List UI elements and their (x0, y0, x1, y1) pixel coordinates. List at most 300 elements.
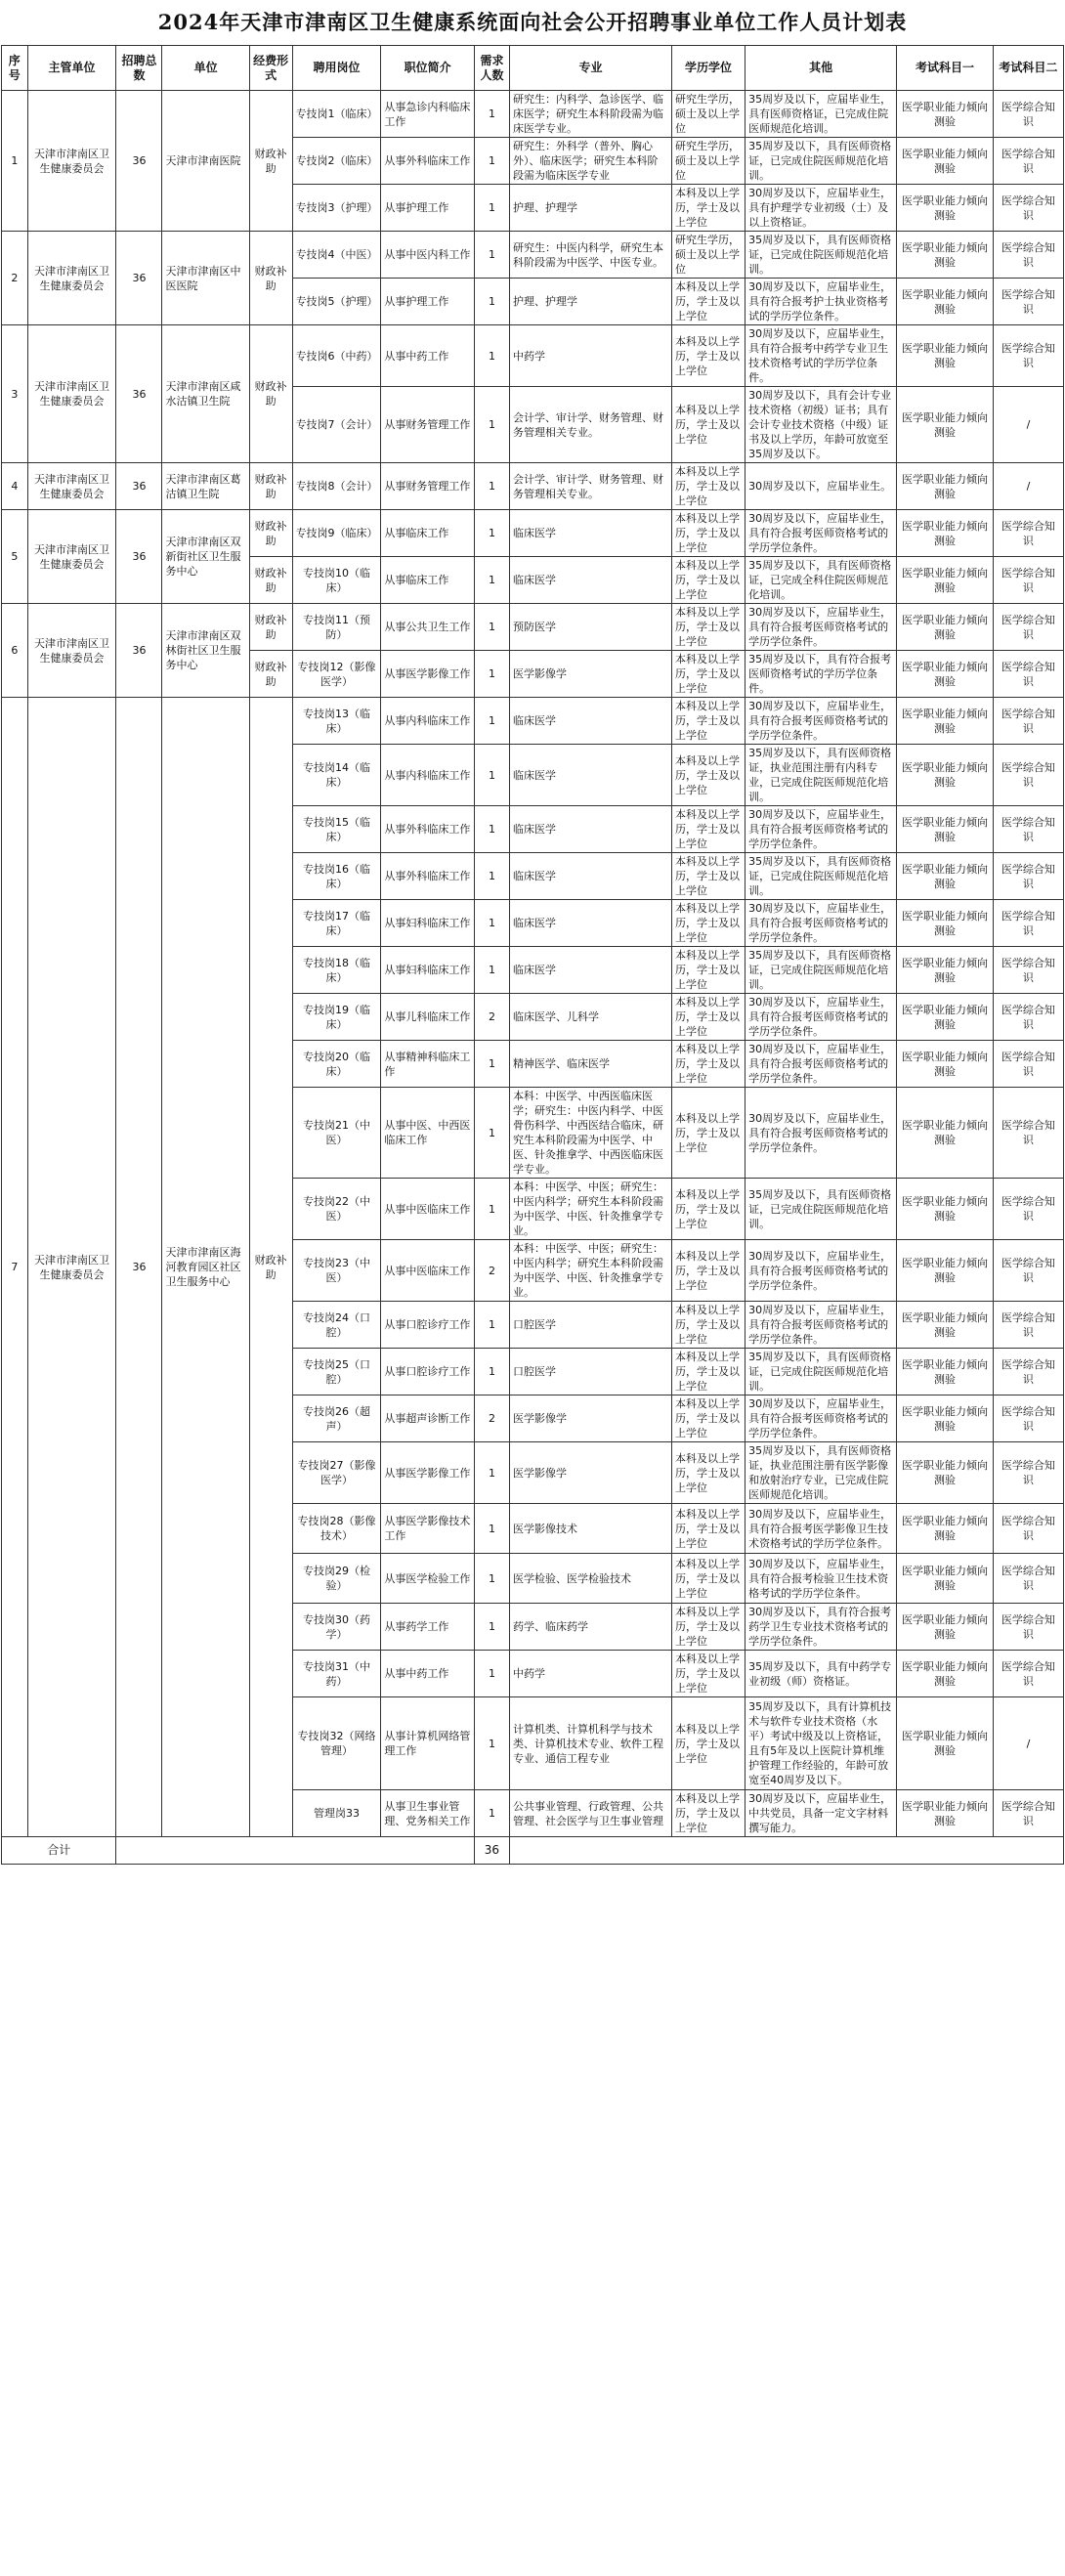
exam-subject-one: 医学职业能力倾向测验 (897, 1088, 994, 1179)
position-major: 本科：中医学、中医；研究生：中医内科学；研究生本科阶段需为中医学、中医、针灸推拿学专业。 (509, 1240, 671, 1302)
exam-subject-one: 医学职业能力倾向测验 (897, 1651, 994, 1697)
unit-name: 天津市津南医院 (162, 91, 249, 232)
funding-type: 财政补助 (249, 510, 292, 557)
header-cell: 需求人数 (474, 46, 509, 91)
position-major: 药学、临床药学 (509, 1604, 671, 1651)
position-name: 专技岗13（临床） (292, 698, 381, 745)
position-count: 1 (474, 1651, 509, 1697)
supervising-dept: 天津市津南区卫生健康委员会 (27, 232, 116, 325)
position-intro: 从事医学影像技术工作 (381, 1504, 475, 1554)
position-intro: 从事外科临床工作 (381, 138, 475, 185)
position-name: 专技岗3（护理） (292, 185, 381, 232)
recruit-total: 36 (116, 510, 162, 604)
exam-subject-one: 医学职业能力倾向测验 (897, 947, 994, 994)
header-cell: 其他 (746, 46, 897, 91)
supervising-dept: 天津市津南区卫生健康委员会 (27, 91, 116, 232)
position-count: 2 (474, 1395, 509, 1442)
unit-name: 天津市津南区咸水沽镇卫生院 (162, 325, 249, 463)
position-intro: 从事妇科临床工作 (381, 900, 475, 947)
position-name: 专技岗7（会计） (292, 387, 381, 463)
position-intro: 从事临床工作 (381, 557, 475, 604)
exam-subject-two: 医学综合知识 (993, 510, 1063, 557)
header-cell: 序号 (2, 46, 28, 91)
position-other: 35周岁及以下，具有医师资格证，已完成住院医师规范化培训。 (746, 947, 897, 994)
position-major: 中药学 (509, 325, 671, 387)
position-count: 1 (474, 325, 509, 387)
position-major: 临床医学 (509, 947, 671, 994)
table-body (2, 91, 1064, 1837)
position-major: 预防医学 (509, 604, 671, 651)
row-number: 2 (2, 232, 28, 325)
position-major: 公共事业管理、行政管理、公共管理、社会医学与卫生事业管理 (509, 1790, 671, 1837)
position-intro: 从事中医临床工作 (381, 1240, 475, 1302)
position-name: 专技岗6（中药） (292, 325, 381, 387)
exam-subject-one: 医学职业能力倾向测验 (897, 1604, 994, 1651)
position-education: 本科及以上学历，学士及以上学位 (671, 994, 745, 1041)
position-intro: 从事口腔诊疗工作 (381, 1349, 475, 1395)
exam-subject-one: 医学职业能力倾向测验 (897, 651, 994, 698)
exam-subject-two: 医学综合知识 (993, 1302, 1063, 1349)
table-header-row (2, 46, 1064, 91)
position-education: 研究生学历，硕士及以上学位 (671, 232, 745, 279)
position-count: 1 (474, 1442, 509, 1504)
position-major: 临床医学 (509, 510, 671, 557)
row-number: 3 (2, 325, 28, 463)
position-name: 专技岗24（口腔） (292, 1302, 381, 1349)
position-name: 专技岗20（临床） (292, 1041, 381, 1088)
position-count: 1 (474, 604, 509, 651)
position-other: 35周岁及以下，具有医师资格证，已完成住院医师规范化培训。 (746, 138, 897, 185)
position-education: 本科及以上学历，学士及以上学位 (671, 510, 745, 557)
table-row (2, 698, 1064, 745)
position-other: 35周岁及以下，具有医师资格证，已完成住院医师规范化培训。 (746, 853, 897, 900)
position-education: 本科及以上学历，学士及以上学位 (671, 853, 745, 900)
header-cell: 聘用岗位 (292, 46, 381, 91)
exam-subject-one: 医学职业能力倾向测验 (897, 1349, 994, 1395)
exam-subject-one: 医学职业能力倾向测验 (897, 279, 994, 325)
position-intro: 从事医学影像工作 (381, 1442, 475, 1504)
position-other: 30周岁及以下，应届毕业生，具有符合报考医师资格考试的学历学位条件。 (746, 806, 897, 853)
exam-subject-two: 医学综合知识 (993, 994, 1063, 1041)
position-major: 医学影像技术 (509, 1504, 671, 1554)
position-major: 计算机类、计算机科学与技术类、计算机技术专业、软件工程专业、通信工程专业 (509, 1697, 671, 1790)
position-other: 30周岁及以下，应届毕业生，具有符合报考护士执业资格考试的学历学位条件。 (746, 279, 897, 325)
position-education: 本科及以上学历，学士及以上学位 (671, 1697, 745, 1790)
table-row (2, 232, 1064, 279)
exam-subject-two: 医学综合知识 (993, 1179, 1063, 1240)
position-name: 专技岗18（临床） (292, 947, 381, 994)
total-row (2, 1837, 1064, 1865)
exam-subject-two: 医学综合知识 (993, 947, 1063, 994)
position-major: 会计学、审计学、财务管理、财务管理相关专业。 (509, 387, 671, 463)
position-name: 专技岗28（影像技术） (292, 1504, 381, 1554)
position-intro: 从事护理工作 (381, 279, 475, 325)
position-other: 30周岁及以下，应届毕业生，具有符合报考检验卫生技术资格考试的学历学位条件。 (746, 1554, 897, 1604)
row-number: 5 (2, 510, 28, 604)
exam-subject-two: 医学综合知识 (993, 1504, 1063, 1554)
position-other: 30周岁及以下，应届毕业生，中共党员，具备一定文字材料撰写能力。 (746, 1790, 897, 1837)
position-intro: 从事儿科临床工作 (381, 994, 475, 1041)
position-name: 专技岗10（临床） (292, 557, 381, 604)
exam-subject-two: 医学综合知识 (993, 1349, 1063, 1395)
row-number: 7 (2, 698, 28, 1837)
funding-type: 财政补助 (249, 604, 292, 651)
position-other: 35周岁及以下，应届毕业生，具有医师资格证，已完成住院医师规范化培训。 (746, 91, 897, 138)
position-intro: 从事卫生事业管理、党务相关工作 (381, 1790, 475, 1837)
position-education: 本科及以上学历，学士及以上学位 (671, 1240, 745, 1302)
position-name: 专技岗32（网络管理） (292, 1697, 381, 1790)
position-education: 研究生学历，硕士及以上学位 (671, 91, 745, 138)
funding-type: 财政补助 (249, 91, 292, 232)
header-cell: 经费形式 (249, 46, 292, 91)
funding-type: 财政补助 (249, 651, 292, 698)
exam-subject-two: 医学综合知识 (993, 1088, 1063, 1179)
position-major: 医学检验、医学检验技术 (509, 1554, 671, 1604)
exam-subject-one: 医学职业能力倾向测验 (897, 1442, 994, 1504)
table-row (2, 510, 1064, 557)
position-count: 1 (474, 1179, 509, 1240)
exam-subject-two: 医学综合知识 (993, 279, 1063, 325)
position-education: 本科及以上学历，学士及以上学位 (671, 1088, 745, 1179)
exam-subject-one: 医学职业能力倾向测验 (897, 806, 994, 853)
exam-subject-one: 医学职业能力倾向测验 (897, 1302, 994, 1349)
position-major: 护理、护理学 (509, 185, 671, 232)
exam-subject-two: 医学综合知识 (993, 853, 1063, 900)
position-other: 30周岁及以下，应届毕业生，具有符合报考医学影像卫生技术资格考试的学历学位条件。 (746, 1504, 897, 1554)
position-education: 本科及以上学历，学士及以上学位 (671, 698, 745, 745)
position-intro: 从事内科临床工作 (381, 745, 475, 806)
page-title: 2024年天津市津南区卫生健康系统面向社会公开招聘事业单位工作人员计划表 (157, 10, 908, 34)
exam-subject-two: 医学综合知识 (993, 900, 1063, 947)
exam-subject-one: 医学职业能力倾向测验 (897, 1395, 994, 1442)
header-cell: 专业 (509, 46, 671, 91)
position-other: 30周岁及以下，应届毕业生，具有护理学专业初级（士）及以上资格证。 (746, 185, 897, 232)
unit-name: 天津市津南区中医医院 (162, 232, 249, 325)
funding-type: 财政补助 (249, 698, 292, 1837)
position-education: 本科及以上学历，学士及以上学位 (671, 1504, 745, 1554)
position-intro: 从事口腔诊疗工作 (381, 1302, 475, 1349)
position-count: 1 (474, 138, 509, 185)
position-count: 2 (474, 1240, 509, 1302)
position-major: 口腔医学 (509, 1302, 671, 1349)
position-count: 1 (474, 1088, 509, 1179)
header-cell: 考试科目一 (897, 46, 994, 91)
position-intro: 从事医学影像工作 (381, 651, 475, 698)
position-intro: 从事药学工作 (381, 1604, 475, 1651)
exam-subject-one: 医学职业能力倾向测验 (897, 900, 994, 947)
supervising-dept: 天津市津南区卫生健康委员会 (27, 510, 116, 604)
position-other: 35周岁及以下，具有医师资格证，已完成住院医师规范化培训。 (746, 1179, 897, 1240)
exam-subject-two: 医学综合知识 (993, 1790, 1063, 1837)
position-other: 30周岁及以下，应届毕业生，具有符合报考中药学专业卫生技术资格考试的学历学位条件。 (746, 325, 897, 387)
position-count: 1 (474, 1554, 509, 1604)
position-intro: 从事财务管理工作 (381, 463, 475, 510)
position-name: 专技岗8（会计） (292, 463, 381, 510)
position-intro: 从事临床工作 (381, 510, 475, 557)
position-name: 专技岗27（影像医学） (292, 1442, 381, 1504)
position-name: 专技岗29（检验） (292, 1554, 381, 1604)
exam-subject-two: / (993, 387, 1063, 463)
total-spacer (116, 1837, 474, 1865)
exam-subject-one: 医学职业能力倾向测验 (897, 994, 994, 1041)
unit-name: 天津市津南区双新街社区卫生服务中心 (162, 510, 249, 604)
position-major: 临床医学 (509, 900, 671, 947)
exam-subject-one: 医学职业能力倾向测验 (897, 510, 994, 557)
position-count: 1 (474, 232, 509, 279)
position-education: 本科及以上学历，学士及以上学位 (671, 279, 745, 325)
exam-subject-two: 医学综合知识 (993, 745, 1063, 806)
exam-subject-one: 医学职业能力倾向测验 (897, 1790, 994, 1837)
position-other: 35周岁及以下，具有医师资格证，已完成住院医师规范化培训。 (746, 232, 897, 279)
exam-subject-one: 医学职业能力倾向测验 (897, 138, 994, 185)
position-intro: 从事外科临床工作 (381, 806, 475, 853)
recruit-total: 36 (116, 604, 162, 698)
unit-name: 天津市津南区双林街社区卫生服务中心 (162, 604, 249, 698)
position-count: 1 (474, 853, 509, 900)
unit-name: 天津市津南区海河教育园区社区卫生服务中心 (162, 698, 249, 1837)
position-name: 专技岗14（临床） (292, 745, 381, 806)
exam-subject-one: 医学职业能力倾向测验 (897, 698, 994, 745)
position-other: 30周岁及以下，应届毕业生，具有符合报考医师资格考试的学历学位条件。 (746, 994, 897, 1041)
position-other: 35周岁及以下，具有计算机技术与软件专业技术资格（水平）考试中级及以上资格证，且有5年及以上医院计算机维护管理工作经验的，年龄可放宽至40周岁及以下。 (746, 1697, 897, 1790)
position-education: 本科及以上学历，学士及以上学位 (671, 1442, 745, 1504)
exam-subject-two: 医学综合知识 (993, 1041, 1063, 1088)
supervising-dept: 天津市津南区卫生健康委员会 (27, 463, 116, 510)
exam-subject-two: 医学综合知识 (993, 806, 1063, 853)
position-intro: 从事妇科临床工作 (381, 947, 475, 994)
supervising-dept: 天津市津南区卫生健康委员会 (27, 325, 116, 463)
position-education: 本科及以上学历，学士及以上学位 (671, 806, 745, 853)
unit-name: 天津市津南区葛沽镇卫生院 (162, 463, 249, 510)
position-major: 研究生：外科学（普外、胸心外）、临床医学；研究生本科阶段需为临床医学专业 (509, 138, 671, 185)
position-count: 1 (474, 651, 509, 698)
exam-subject-two: 医学综合知识 (993, 1554, 1063, 1604)
position-education: 本科及以上学历，学士及以上学位 (671, 1302, 745, 1349)
position-name: 专技岗11（预防） (292, 604, 381, 651)
supervising-dept: 天津市津南区卫生健康委员会 (27, 698, 116, 1837)
position-name: 专技岗21（中医） (292, 1088, 381, 1179)
exam-subject-one: 医学职业能力倾向测验 (897, 1697, 994, 1790)
position-name: 管理岗33 (292, 1790, 381, 1837)
position-major: 临床医学 (509, 745, 671, 806)
header-cell: 招聘总数 (116, 46, 162, 91)
position-other: 30周岁及以下，应届毕业生，具有符合报考医师资格考试的学历学位条件。 (746, 698, 897, 745)
position-major: 精神医学、临床医学 (509, 1041, 671, 1088)
exam-subject-one: 医学职业能力倾向测验 (897, 557, 994, 604)
table-row (2, 463, 1064, 510)
exam-subject-one: 医学职业能力倾向测验 (897, 185, 994, 232)
position-education: 本科及以上学历，学士及以上学位 (671, 1179, 745, 1240)
position-count: 1 (474, 463, 509, 510)
position-count: 1 (474, 1790, 509, 1837)
header-cell: 考试科目二 (993, 46, 1063, 91)
position-other: 30周岁及以下，应届毕业生，具有符合报考医师资格考试的学历学位条件。 (746, 1240, 897, 1302)
position-education: 本科及以上学历，学士及以上学位 (671, 1041, 745, 1088)
exam-subject-two: 医学综合知识 (993, 1395, 1063, 1442)
table-row (2, 325, 1064, 387)
table-row (2, 91, 1064, 138)
position-count: 1 (474, 1504, 509, 1554)
recruit-total: 36 (116, 232, 162, 325)
exam-subject-two: 医学综合知识 (993, 1240, 1063, 1302)
position-intro: 从事财务管理工作 (381, 387, 475, 463)
position-other: 30周岁及以下，应届毕业生，具有符合报考医师资格考试的学历学位条件。 (746, 900, 897, 947)
position-major: 临床医学、儿科学 (509, 994, 671, 1041)
position-count: 1 (474, 185, 509, 232)
position-other: 30周岁及以下，应届毕业生，具有符合报考医师资格考试的学历学位条件。 (746, 1041, 897, 1088)
exam-subject-two: 医学综合知识 (993, 1604, 1063, 1651)
position-major: 临床医学 (509, 806, 671, 853)
position-major: 医学影像学 (509, 1442, 671, 1504)
position-other: 35周岁及以下，具有医师资格证，执业范围注册有内科专业，已完成住院医师规范化培训。 (746, 745, 897, 806)
position-education: 本科及以上学历，学士及以上学位 (671, 745, 745, 806)
exam-subject-two: 医学综合知识 (993, 232, 1063, 279)
exam-subject-two: 医学综合知识 (993, 651, 1063, 698)
recruitment-table (1, 45, 1064, 1865)
position-intro: 从事计算机网络管理工作 (381, 1697, 475, 1790)
exam-subject-two: 医学综合知识 (993, 604, 1063, 651)
position-education: 本科及以上学历，学士及以上学位 (671, 1604, 745, 1651)
header-cell: 学历学位 (671, 46, 745, 91)
position-name: 专技岗31（中药） (292, 1651, 381, 1697)
position-major: 医学影像学 (509, 651, 671, 698)
position-other: 30周岁及以下，具有符合报考药学卫生专业技术资格考试的学历学位条件。 (746, 1604, 897, 1651)
position-major: 会计学、审计学、财务管理、财务管理相关专业。 (509, 463, 671, 510)
position-count: 1 (474, 91, 509, 138)
exam-subject-one: 医学职业能力倾向测验 (897, 463, 994, 510)
position-education: 本科及以上学历，学士及以上学位 (671, 557, 745, 604)
position-major: 护理、护理学 (509, 279, 671, 325)
position-count: 1 (474, 947, 509, 994)
position-major: 临床医学 (509, 853, 671, 900)
funding-type: 财政补助 (249, 557, 292, 604)
exam-subject-one: 医学职业能力倾向测验 (897, 1240, 994, 1302)
position-other: 30周岁及以下，应届毕业生，具有符合报考医师资格考试的学历学位条件。 (746, 1088, 897, 1179)
exam-subject-two: / (993, 463, 1063, 510)
position-name: 专技岗16（临床） (292, 853, 381, 900)
position-major: 临床医学 (509, 698, 671, 745)
position-other: 35周岁及以下，具有符合报考医师资格考试的学历学位条件。 (746, 651, 897, 698)
position-intro: 从事超声诊断工作 (381, 1395, 475, 1442)
position-intro: 从事中医内科工作 (381, 232, 475, 279)
total-spacer (509, 1837, 1063, 1865)
position-count: 1 (474, 900, 509, 947)
exam-subject-two: 医学综合知识 (993, 1442, 1063, 1504)
position-intro: 从事中医、中西医临床工作 (381, 1088, 475, 1179)
position-education: 本科及以上学历，学士及以上学位 (671, 900, 745, 947)
position-count: 1 (474, 745, 509, 806)
position-count: 1 (474, 387, 509, 463)
exam-subject-two: 医学综合知识 (993, 698, 1063, 745)
position-other: 35周岁及以下，具有医师资格证，已完成全科住院医师规范化培训。 (746, 557, 897, 604)
position-education: 本科及以上学历，学士及以上学位 (671, 325, 745, 387)
total-num: 36 (474, 1837, 509, 1865)
exam-subject-two: / (993, 1697, 1063, 1790)
position-name: 专技岗26（超声） (292, 1395, 381, 1442)
row-number: 6 (2, 604, 28, 698)
exam-subject-two: 医学综合知识 (993, 138, 1063, 185)
position-other: 30周岁及以下，应届毕业生，具有符合报考医师资格考试的学历学位条件。 (746, 1302, 897, 1349)
exam-subject-one: 医学职业能力倾向测验 (897, 1041, 994, 1088)
exam-subject-two: 医学综合知识 (993, 557, 1063, 604)
header-cell: 主管单位 (27, 46, 116, 91)
funding-type: 财政补助 (249, 325, 292, 463)
position-major: 临床医学 (509, 557, 671, 604)
position-other: 35周岁及以下，具有医师资格证，已完成住院医师规范化培训。 (746, 1349, 897, 1395)
position-count: 1 (474, 1041, 509, 1088)
position-name: 专技岗1（临床） (292, 91, 381, 138)
position-education: 本科及以上学历，学士及以上学位 (671, 1349, 745, 1395)
recruit-total: 36 (116, 463, 162, 510)
position-count: 1 (474, 1697, 509, 1790)
position-major: 中药学 (509, 1651, 671, 1697)
position-count: 1 (474, 1349, 509, 1395)
position-education: 本科及以上学历，学士及以上学位 (671, 947, 745, 994)
position-other: 35周岁及以下，具有中药学专业初级（师）资格证。 (746, 1651, 897, 1697)
position-other: 30周岁及以下，应届毕业生，具有符合报考医师资格考试的学历学位条件。 (746, 510, 897, 557)
header-cell: 单位 (162, 46, 249, 91)
recruit-total: 36 (116, 91, 162, 232)
position-education: 本科及以上学历，学士及以上学位 (671, 185, 745, 232)
position-education: 本科及以上学历，学士及以上学位 (671, 1651, 745, 1697)
exam-subject-one: 医学职业能力倾向测验 (897, 745, 994, 806)
header-cell: 职位简介 (381, 46, 475, 91)
position-major: 口腔医学 (509, 1349, 671, 1395)
exam-subject-two: 医学综合知识 (993, 1651, 1063, 1697)
position-count: 1 (474, 698, 509, 745)
exam-subject-one: 医学职业能力倾向测验 (897, 232, 994, 279)
position-count: 1 (474, 279, 509, 325)
position-count: 1 (474, 510, 509, 557)
position-other: 30周岁及以下，应届毕业生，具有符合报考医师资格考试的学历学位条件。 (746, 604, 897, 651)
position-major: 本科：中医学、中西医临床医学；研究生：中医内科学、中医骨伤科学、中西医结合临床，研究生本科阶段需为中医学、中医、针灸推拿学、中西医临床医学专业。 (509, 1088, 671, 1179)
funding-type: 财政补助 (249, 232, 292, 325)
position-count: 1 (474, 1604, 509, 1651)
recruit-total: 36 (116, 325, 162, 463)
position-major: 研究生：内科学、急诊医学、临床医学；研究生本科阶段需为临床医学专业。 (509, 91, 671, 138)
row-number: 4 (2, 463, 28, 510)
position-name: 专技岗9（临床） (292, 510, 381, 557)
exam-subject-two: 医学综合知识 (993, 185, 1063, 232)
recruit-total: 36 (116, 698, 162, 1837)
position-intro: 从事内科临床工作 (381, 698, 475, 745)
position-intro: 从事护理工作 (381, 185, 475, 232)
funding-type: 财政补助 (249, 463, 292, 510)
position-intro: 从事精神科临床工作 (381, 1041, 475, 1088)
position-intro: 从事急诊内科临床工作 (381, 91, 475, 138)
position-intro: 从事公共卫生工作 (381, 604, 475, 651)
position-education: 研究生学历，硕士及以上学位 (671, 138, 745, 185)
position-intro: 从事外科临床工作 (381, 853, 475, 900)
position-education: 本科及以上学历，学士及以上学位 (671, 604, 745, 651)
position-count: 1 (474, 806, 509, 853)
exam-subject-one: 医学职业能力倾向测验 (897, 1554, 994, 1604)
position-intro: 从事中药工作 (381, 1651, 475, 1697)
row-number: 1 (2, 91, 28, 232)
position-education: 本科及以上学历，学士及以上学位 (671, 387, 745, 463)
position-intro: 从事中医临床工作 (381, 1179, 475, 1240)
exam-subject-one: 医学职业能力倾向测验 (897, 1504, 994, 1554)
position-other: 35周岁及以下，具有医师资格证，执业范围注册有医学影像和放射治疗专业，已完成住院医师规范化培训。 (746, 1442, 897, 1504)
position-intro: 从事医学检验工作 (381, 1554, 475, 1604)
position-other: 30周岁及以下，具有会计专业技术资格（初级）证书；具有会计专业技术资格（中级）证书及以上学历，年龄可放宽至35周岁及以下。 (746, 387, 897, 463)
position-name: 专技岗22（中医） (292, 1179, 381, 1240)
exam-subject-one: 医学职业能力倾向测验 (897, 604, 994, 651)
supervising-dept: 天津市津南区卫生健康委员会 (27, 604, 116, 698)
exam-subject-one: 医学职业能力倾向测验 (897, 387, 994, 463)
position-other: 30周岁及以下，应届毕业生，具有符合报考医师资格考试的学历学位条件。 (746, 1395, 897, 1442)
exam-subject-two: 医学综合知识 (993, 325, 1063, 387)
